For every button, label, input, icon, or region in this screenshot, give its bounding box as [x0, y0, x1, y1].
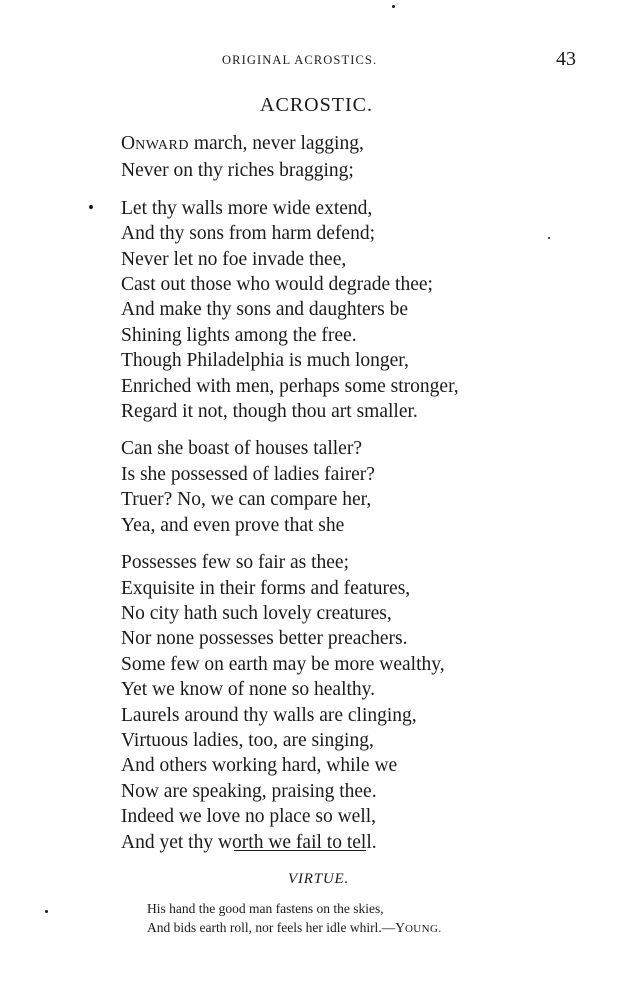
stanza-4 — [121, 550, 591, 855]
poem-line: Regard it not, though thou art smaller. — [121, 401, 418, 423]
poem-line: Let thy walls more wide extend, — [121, 197, 373, 219]
print-speck — [548, 237, 550, 239]
poem-line: And make thy sons and daughters be — [121, 299, 409, 321]
virtue-title: VIRTUE. — [287, 871, 349, 887]
stanza-2 — [121, 196, 591, 425]
quote-line-2-text: And bids earth roll, nor feels her idle whirl.— — [147, 919, 396, 935]
print-speck — [45, 910, 48, 913]
stanza-1 — [121, 131, 591, 184]
quote-line-1: His hand the good man fastens on the skies, — [147, 901, 384, 916]
poem-line: Yet we know of none so healthy. — [121, 679, 376, 701]
attribution-initial: Y — [395, 919, 405, 935]
poem-line: And thy sons from harm defend; — [121, 223, 375, 245]
poem-line: Never on thy riches bragging; — [121, 160, 354, 182]
poem-line: Possesses few so fair as thee; — [121, 552, 349, 574]
poem-line: Can she boast of houses taller? — [121, 438, 362, 460]
virtue-quote — [147, 900, 441, 938]
attribution-rest: OUNG. — [404, 922, 442, 935]
stanza-3 — [121, 436, 591, 538]
print-speck — [392, 5, 395, 8]
poem-line: Now are speaking, praising thee. — [121, 780, 377, 802]
acrostic-poem — [121, 131, 591, 855]
quote-line-2 — [147, 919, 441, 939]
poem-line: Indeed we love no place so well, — [121, 806, 377, 828]
poem-line: And yet thy worth we fail to tell. — [121, 831, 377, 853]
small-caps-rest: NWARD — [135, 138, 189, 153]
poem-line: Yea, and even prove that she — [121, 514, 345, 536]
poem-line: Laurels around thy walls are clinging, — [121, 704, 417, 726]
poem-line: Is she possessed of ladies fairer? — [121, 463, 375, 485]
section-divider — [234, 850, 366, 851]
poem-line: Enriched with men, perhaps some stronger, — [121, 375, 459, 397]
poem-line: Truer? No, we can compare her, — [121, 489, 372, 511]
poem-line: And others working hard, while we — [121, 755, 398, 777]
acrostic-title: ACROSTIC. — [260, 94, 373, 116]
poem-line: No city hath such lovely creatures, — [121, 602, 392, 624]
running-head: ORIGINAL ACROSTICS. — [222, 53, 378, 67]
poem-line: Exquisite in their forms and features, — [121, 577, 411, 599]
poem-line: Virtuous ladies, too, are singing, — [121, 729, 374, 751]
poem-line: Some few on earth may be more wealthy, — [121, 653, 445, 675]
poem-line: Though Philadelphia is much longer, — [121, 350, 409, 372]
poem-line: Never let no foe invade thee, — [121, 248, 347, 270]
poem-line — [121, 131, 591, 158]
first-line-rest: march, never lagging, — [188, 133, 364, 154]
page-number: 43 — [556, 48, 576, 70]
small-caps-initial: O — [121, 133, 136, 154]
poem-line: Cast out those who would degrade thee; — [121, 274, 433, 296]
poem-line: Nor none possesses better preachers. — [121, 628, 408, 650]
print-speck — [89, 205, 93, 209]
poem-line: Shining lights among the free. — [121, 324, 357, 346]
